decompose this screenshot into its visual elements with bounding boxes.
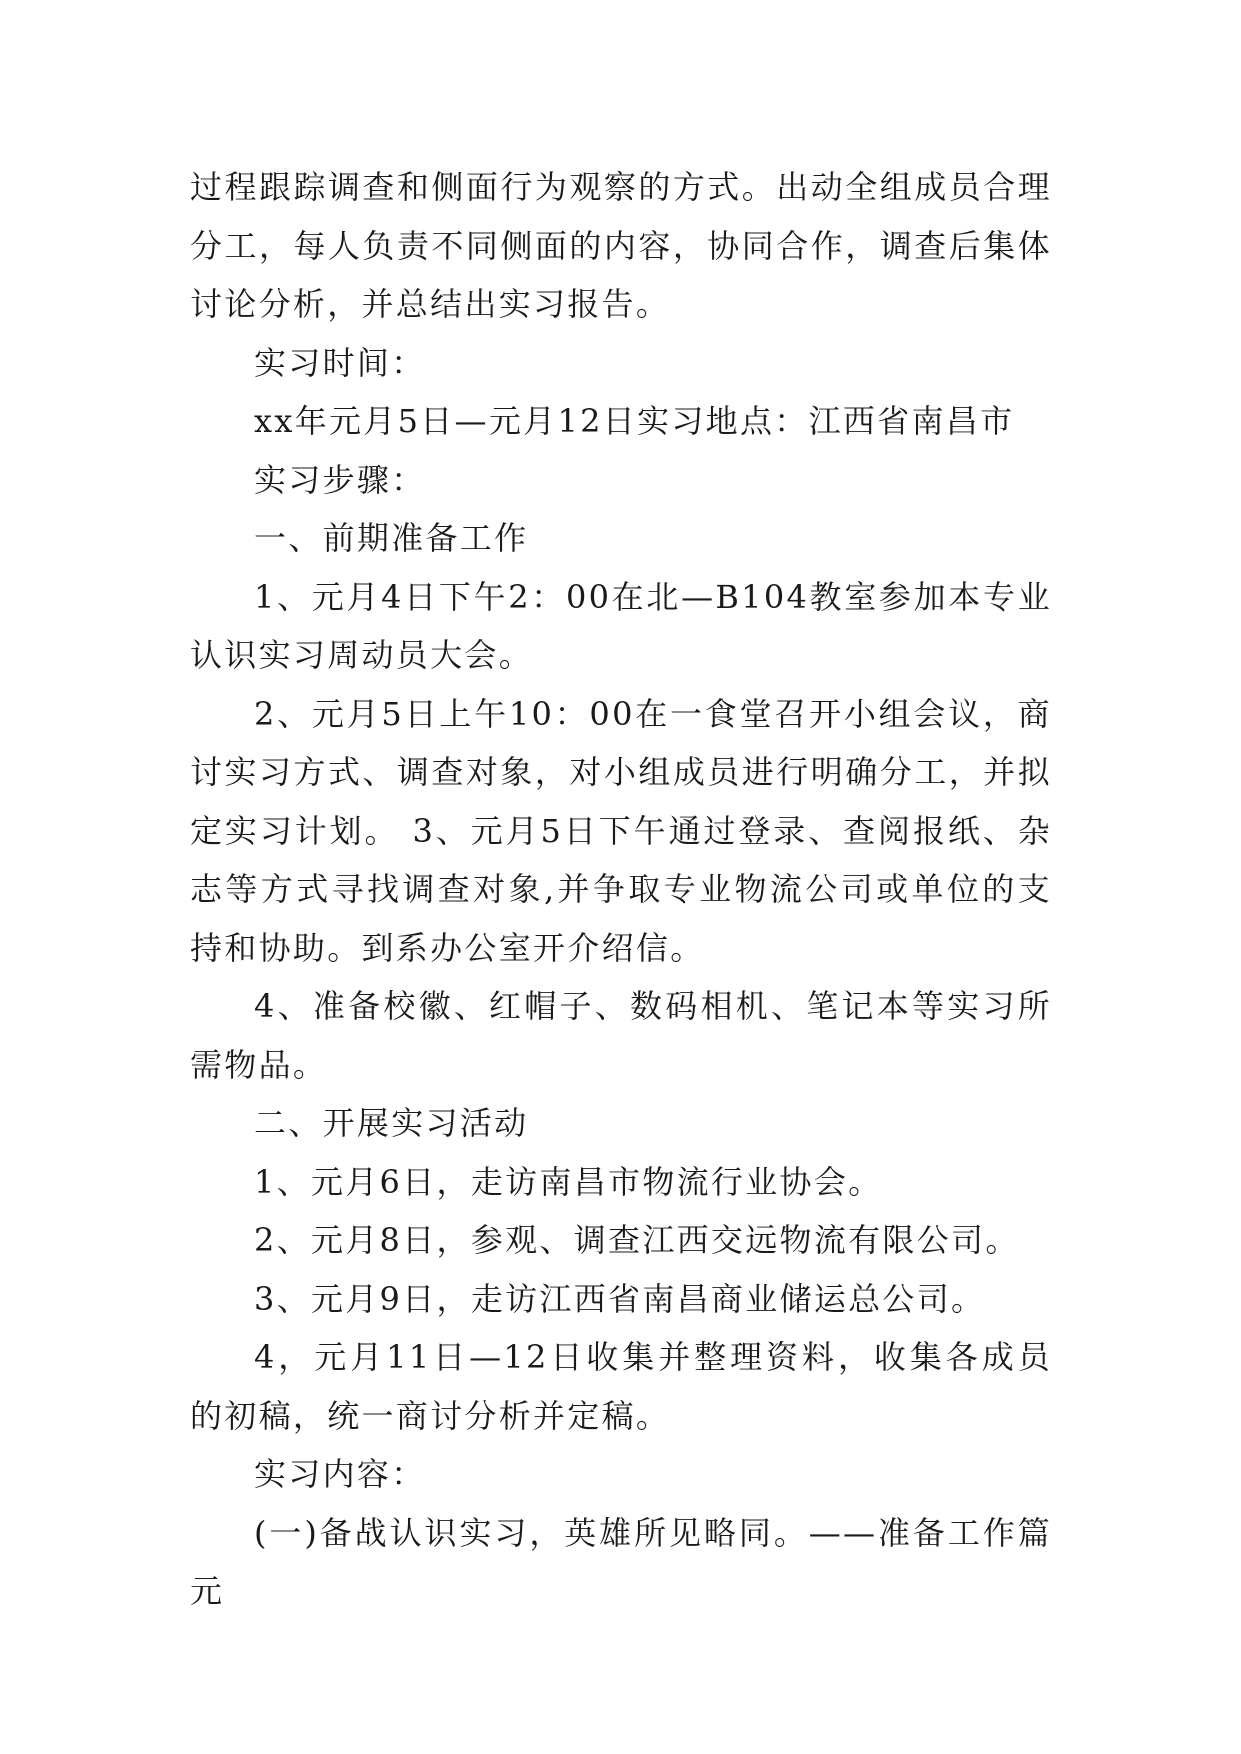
list-item-activity-1: 1、元月6日，走访南昌市物流行业协会。	[254, 1162, 883, 1201]
list-item-prep-1: 1、元月4日下午2：00在北—B104教室参加本专业认识实习周动员大会。	[190, 577, 1052, 674]
paragraph-continuation: 过程跟踪调查和侧面行为观察的方式。出动全组成员合理分工，每人负责不同侧面的内容，协同合作，调查后集体讨论分析，并总结出实习报告。	[190, 168, 1052, 323]
list-item-activity-2: 2、元月8日，参观、调查江西交远物流有限公司。	[254, 1221, 1020, 1259]
list-item-activity-4: 4，元月11日—12日收集并整理资料，收集各成员的初稿，统一商讨分析并定稿。	[190, 1338, 1052, 1435]
heading-practice-content: 实习内容：	[254, 1455, 426, 1493]
heading-preparation: 一、前期准备工作	[254, 519, 529, 557]
paragraph-time-location: xx年元月5日—元月12日实习地点：江西省南昌市	[254, 402, 1015, 440]
heading-practice-steps: 实习步骤：	[254, 460, 426, 499]
document-body	[190, 158, 1052, 1621]
heading-practice-time: 实习时间：	[254, 343, 426, 382]
list-item-prep-4: 4、准备校徽、红帽子、数码相机、笔记本等实习所需物品。	[190, 987, 1052, 1084]
list-item-prep-2-3: 2、元月5日上午10：00在一食堂召开小组会议，商讨实习方式、调查对象，对小组成员进行明确分工，并拟定实习计划。 3、元月5日下午通过登录、查阅报纸、杂志等方式寻找调查对象,并争取专业物流公司或单位的支持和协助。到系办公室开介绍信。	[190, 694, 1052, 967]
heading-activities: 二、开展实习活动	[254, 1104, 529, 1142]
paragraph-section-one: (一)备战认识实习，英雄所见略同。——准备工作篇元	[190, 1513, 1052, 1610]
list-item-activity-3: 3、元月9日，走访江西省南昌商业储运总公司。	[254, 1279, 986, 1318]
